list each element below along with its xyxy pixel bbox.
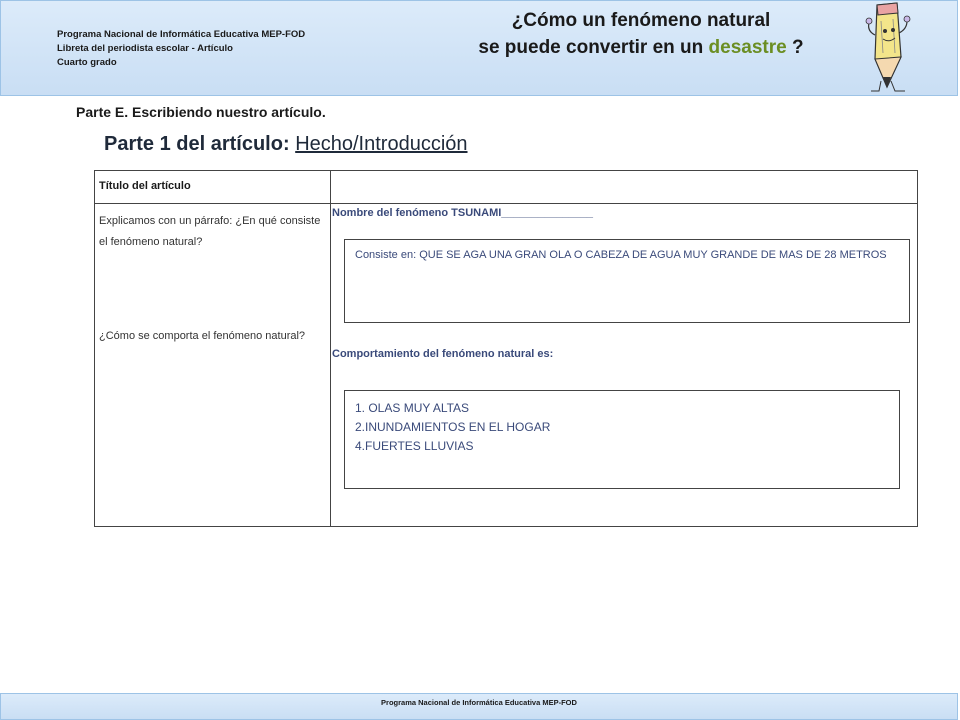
notebook-name: Libreta del periodista escolar - Artículo bbox=[57, 43, 233, 54]
header-banner bbox=[0, 0, 958, 96]
column-divider bbox=[330, 171, 331, 526]
pencil-character-icon bbox=[863, 1, 913, 95]
article-table bbox=[94, 170, 918, 527]
part-heading-underlined: Hecho/Introducción bbox=[295, 133, 468, 155]
question-how-behaves: ¿Cómo se comporta el fenómeno natural? bbox=[99, 330, 306, 342]
behavior-item: 1. OLAS MUY ALTAS bbox=[355, 401, 470, 415]
part-heading-bold: Parte 1 del artículo: bbox=[104, 133, 290, 155]
behavior-item: 4.FUERTES LLUVIAS bbox=[355, 439, 474, 453]
footer-text: Programa Nacional de Informática Educativa MEP-FOD bbox=[381, 698, 577, 707]
page-title bbox=[431, 7, 851, 61]
phenomenon-name-label: Nombre del fenómeno TSUNAMI_______________ bbox=[332, 207, 594, 219]
title-accent-word: desastre bbox=[708, 37, 787, 58]
section-heading: Parte E. Escribiendo nuestro artículo. bbox=[76, 104, 326, 120]
behavior-item: 2.INUNDAMIENTOS EN EL HOGAR bbox=[355, 420, 551, 434]
program-name: Programa Nacional de Informática Educativa MEP-FOD bbox=[57, 29, 306, 40]
behavior-textbox[interactable] bbox=[344, 390, 900, 489]
consists-textbox[interactable] bbox=[344, 239, 910, 323]
title-line-1: ¿Cómo un fenómeno natural bbox=[511, 10, 771, 31]
program-info bbox=[57, 28, 305, 70]
title-row bbox=[95, 171, 917, 204]
question-what-is: Explicamos con un párrafo: ¿En qué consiste el fenómeno natural? bbox=[99, 215, 321, 248]
title-label: Título del artículo bbox=[99, 180, 191, 192]
part-heading bbox=[104, 133, 468, 156]
footer-banner bbox=[0, 693, 958, 720]
title-line-2: se puede convertir en un desastre ? bbox=[478, 37, 804, 58]
grade-label: Cuarto grado bbox=[57, 57, 117, 68]
behavior-label: Comportamiento del fenómeno natural es: bbox=[332, 348, 554, 360]
consists-text: Consiste en: QUE SE AGA UNA GRAN OLA O CABEZA DE AGUA MUY GRANDE DE MAS DE 28 METROS bbox=[355, 249, 887, 261]
